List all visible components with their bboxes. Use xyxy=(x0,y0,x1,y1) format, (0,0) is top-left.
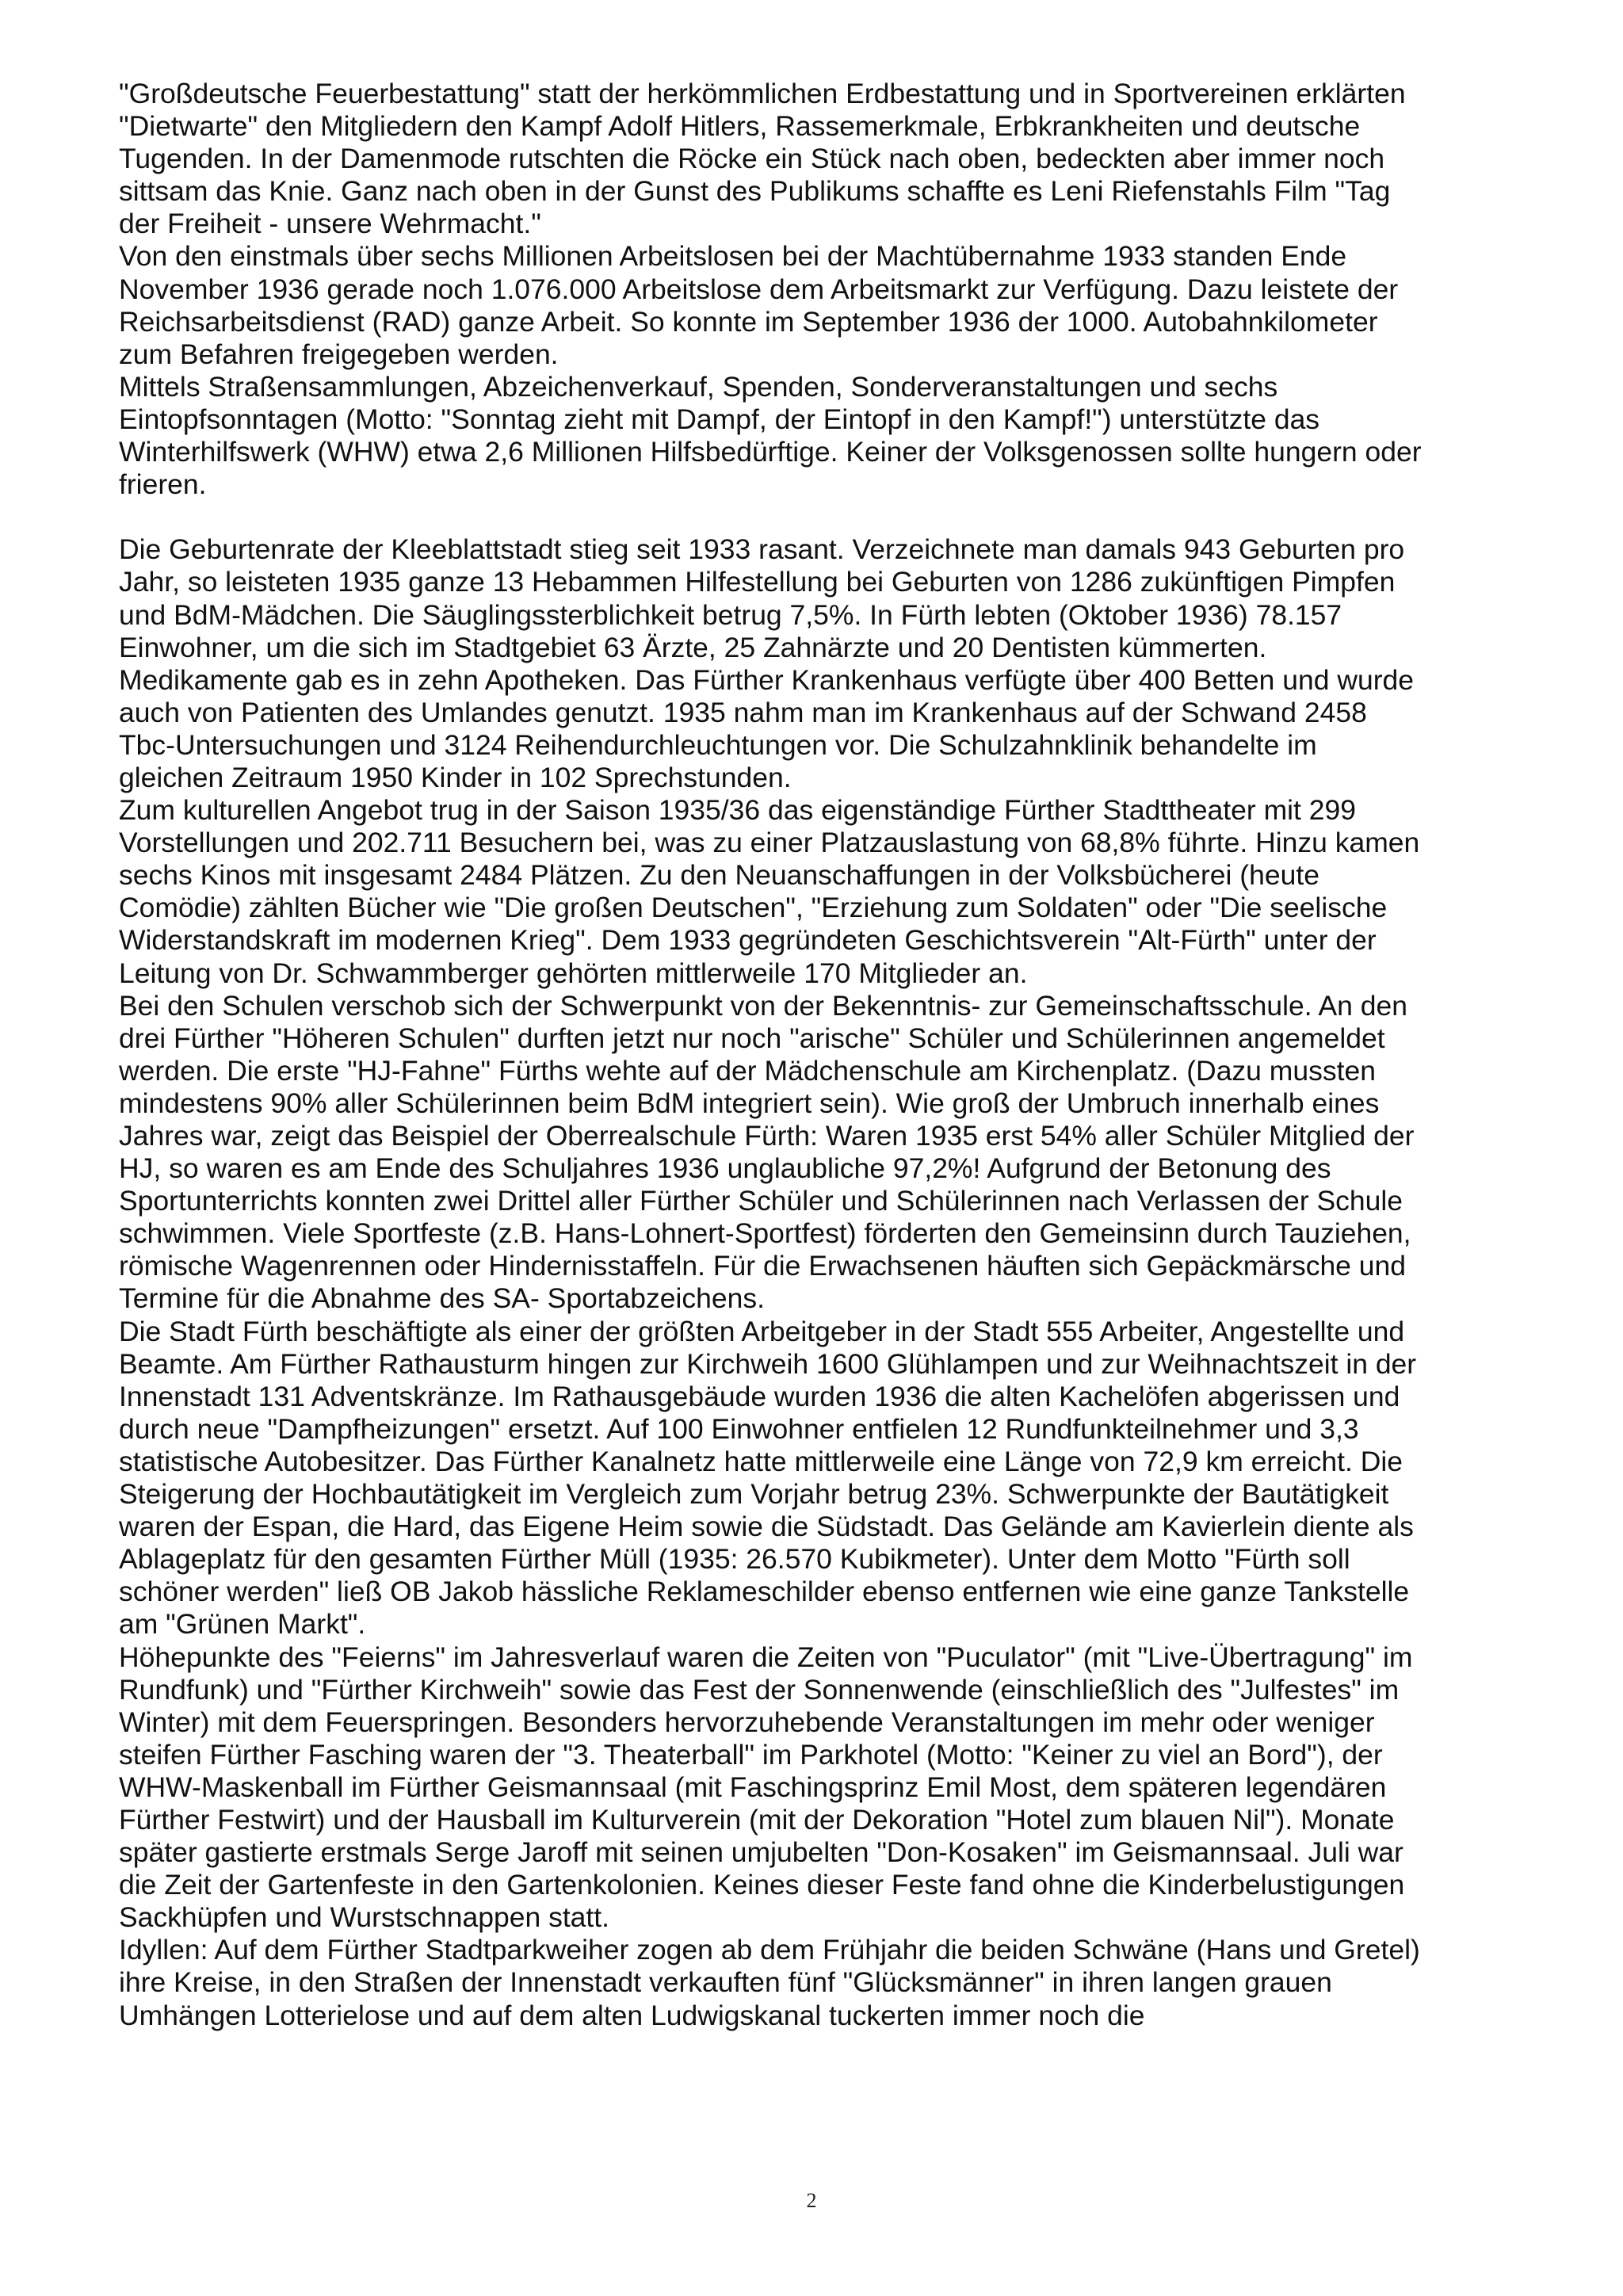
text-line: durch neue "Dampfheizungen" ersetzt. Auf 100 Einwohner entfielen 12 Rundfunkteilnehmer und 3,3 xyxy=(119,1412,1359,1445)
document-body xyxy=(119,78,1545,2032)
text-line: Jahres war, zeigt das Beispiel der Oberrealschule Fürth: Waren 1935 erst 54% aller Schüler Mitglied der xyxy=(119,1120,1415,1152)
text-line: später gastierte erstmals Serge Jaroff mit seinen umjubelten "Don-Kosaken" im Geismannsaal. Juli war xyxy=(119,1836,1403,1869)
text-line: Termine für die Abnahme des SA- Sportabzeichens. xyxy=(119,1282,765,1315)
text-line: Idyllen: Auf dem Fürther Stadtparkweiher zogen ab dem Frühjahr die beiden Schwäne (Hans und Gretel) xyxy=(119,1934,1420,1966)
text-line: ihre Kreise, in den Straßen der Innenstadt verkauften fünf "Glücksmänner" in ihren langen grauen xyxy=(119,1966,1332,1999)
paragraph xyxy=(119,371,1545,533)
text-line: Die Geburtenrate der Kleeblattstadt stieg seit 1933 rasant. Verzeichnete man damals 943 Geburten pro xyxy=(119,533,1405,566)
text-line: Zum kulturellen Angebot trug in der Saison 1935/36 das eigenständige Fürther Stadttheater mit 299 xyxy=(119,794,1357,827)
text-line: mindestens 90% aller Schülerinnen beim BdM integriert sein). Wie groß der Umbruch innerhalb eines xyxy=(119,1087,1380,1119)
text-line: Von den einstmals über sechs Millionen Arbeitslosen bei der Machtübernahme 1933 standen Ende xyxy=(119,240,1347,273)
text-line: steifen Fürther Fasching waren der "3. Theaterball" im Parkhotel (Motto: "Keiner zu viel an Bord"), der xyxy=(119,1738,1383,1771)
text-line: Sportunterrichts konnten zwei Drittel aller Fürther Schüler und Schülerinnen nach Verlassen der Schule xyxy=(119,1185,1403,1217)
text-line: Vorstellungen und 202.711 Besuchern bei, was zu einer Platzauslastung von 68,8% führte. Hinzu kamen xyxy=(119,827,1420,859)
text-line: Einwohner, um die sich im Stadtgebiet 63 Ärzte, 25 Zahnärzte und 20 Dentisten kümmerten. xyxy=(119,631,1267,663)
text-line: Medikamente gab es in zehn Apotheken. Das Fürther Krankenhaus verfügte über 400 Betten und wurde xyxy=(119,663,1415,696)
text-line: gleichen Zeitraum 1950 Kinder in 102 Sprechstunden. xyxy=(119,761,792,793)
page-number: 2 xyxy=(806,2189,817,2212)
text-line: Fürther Festwirt) und der Hausball im Kulturverein (mit der Dekoration "Hotel zum blauen Nil"). Monate xyxy=(119,1803,1395,1836)
text-line: Die Stadt Fürth beschäftigte als einer der größten Arbeitgeber in der Stadt 555 Arbeiter, Angestellte und xyxy=(119,1315,1405,1347)
text-line: Tbc-Untersuchungen und 3124 Reihendurchleuchtungen vor. Die Schulzahnklinik behandelte im xyxy=(119,728,1317,761)
text-line: der Freiheit - unsere Wehrmacht." xyxy=(119,208,541,240)
paragraph xyxy=(119,794,1545,990)
text-line: sittsam das Knie. Ganz nach oben in der Gunst des Publikums schaffte es Leni Riefenstahls Film "Tag xyxy=(119,175,1391,208)
text-line: am "Grünen Markt". xyxy=(119,1608,366,1641)
text-line: Umhängen Lotterielose und auf dem alten Ludwigskanal tuckerten immer noch die xyxy=(119,1999,1145,2031)
text-line: Tugenden. In der Damenmode rutschten die Röcke ein Stück nach oben, bedeckten aber immer noch xyxy=(119,143,1385,175)
paragraph xyxy=(119,533,1545,794)
text-line: schöner werden" ließ OB Jakob hässliche Reklameschilder ebenso entfernen wie eine ganze Tankstelle xyxy=(119,1576,1410,1608)
paragraph xyxy=(119,990,1545,1316)
text-line: Höhepunkte des "Feierns" im Jahresverlauf waren die Zeiten von "Puculator" (mit "Live-Übertragung" im xyxy=(119,1641,1413,1673)
paragraph xyxy=(119,1316,1545,1641)
text-line: Reichsarbeitsdienst (RAD) ganze Arbeit. So konnte im September 1936 der 1000. Autobahnkilometer xyxy=(119,305,1378,338)
text-line: Innenstadt 131 Adventskränze. Im Rathausgebäude wurden 1936 die alten Kachelöfen abgerissen und xyxy=(119,1380,1400,1412)
text-line: frieren. xyxy=(119,468,207,501)
text-line: Rundfunk) und "Fürther Kirchweih" sowie das Fest der Sonnenwende (einschließlich des "Julfestes" im xyxy=(119,1673,1400,1706)
text-line: Winterhilfswerk (WHW) etwa 2,6 Millionen Hilfsbedürftige. Keiner der Volksgenossen sollte hungern oder xyxy=(119,436,1422,468)
text-line: werden. Die erste "HJ-Fahne" Fürths wehte auf der Mädchenschule am Kirchenplatz. (Dazu mussten xyxy=(119,1054,1376,1087)
text-line xyxy=(119,501,1545,533)
text-line: "Großdeutsche Feuerbestattung" statt der herkömmlichen Erdbestattung und in Sportvereinen erklärten xyxy=(119,78,1406,109)
text-line: Eintopfsonntagen (Motto: "Sonntag zieht mit Dampf, der Eintopf in den Kampf!") unterstützte das xyxy=(119,403,1320,435)
text-line: Ablageplatz für den gesamten Fürther Müll (1935: 26.570 Kubikmeter). Unter dem Motto "Fürth soll xyxy=(119,1543,1350,1576)
paragraph xyxy=(119,1934,1545,2031)
text-line: zum Befahren freigegeben werden. xyxy=(119,338,559,370)
text-line: Sackhüpfen und Wurstschnappen statt. xyxy=(119,1901,610,1934)
text-line: "Dietwarte" den Mitgliedern den Kampf Adolf Hitlers, Rassemerkmale, Erbkrankheiten und deutsche xyxy=(119,110,1361,143)
text-line: Steigerung der Hochbautätigkeit im Vergleich zum Vorjahr betrug 23%. Schwerpunkte der Bautätigkeit xyxy=(119,1478,1389,1511)
text-line: römische Wagenrennen oder Hindernisstaffeln. Für die Erwachsenen häuften sich Gepäckmärsche und xyxy=(119,1250,1407,1282)
text-line: Widerstandskraft im modernen Krieg". Dem 1933 gegründeten Geschichtsverein "Alt-Fürth" unter der xyxy=(119,924,1377,957)
text-line: Comödie) zählten Bücher wie "Die großen Deutschen", "Erziehung zum Soldaten" oder "Die seelische xyxy=(119,892,1388,924)
text-line: Jahr, so leisteten 1935 ganze 13 Hebammen Hilfestellung bei Geburten von 1286 zukünftigen Pimpfen xyxy=(119,566,1396,598)
paragraph xyxy=(119,240,1545,370)
text-line: sechs Kinos mit insgesamt 2484 Plätzen. Zu den Neuanschaffungen in der Volksbücherei (heute xyxy=(119,859,1319,892)
text-line: Bei den Schulen verschob sich der Schwerpunkt von der Bekenntnis- zur Gemeinschaftsschule. An den xyxy=(119,989,1408,1022)
text-line: die Zeit der Gartenfeste in den Gartenkolonien. Keines dieser Feste fand ohne die Kinderbelustigungen xyxy=(119,1869,1405,1901)
text-line: schwimmen. Viele Sportfeste (z.B. Hans-Lohnert-Sportfest) förderten den Gemeinsinn durch Tauziehen, xyxy=(119,1217,1411,1250)
text-line: Leitung von Dr. Schwammberger gehörten mittlerweile 170 Mitglieder an. xyxy=(119,957,1028,989)
text-line: Beamte. Am Fürther Rathausturm hingen zur Kirchweih 1600 Glühlampen und zur Weihnachtszeit in der xyxy=(119,1347,1417,1380)
text-line: Mittels Straßensammlungen, Abzeichenverkauf, Spenden, Sonderveranstaltungen und sechs xyxy=(119,370,1278,403)
text-line: WHW-Maskenball im Fürther Geismannsaal (mit Faschingsprinz Emil Most, dem späteren legendären xyxy=(119,1771,1387,1803)
text-line: HJ, so waren es am Ende des Schuljahres 1936 unglaubliche 97,2%! Aufgrund der Betonung des xyxy=(119,1152,1331,1185)
text-line: waren der Espan, die Hard, das Eigene Heim sowie die Südstadt. Das Gelände am Kavierlein diente als xyxy=(119,1511,1414,1543)
text-line: statistische Autobesitzer. Das Fürther Kanalnetz hatte mittlerweile eine Länge von 72,9 km erreicht. Die xyxy=(119,1445,1403,1477)
text-line: und BdM-Mädchen. Die Säuglingssterblichkeit betrug 7,5%. In Fürth lebten (Oktober 1936) 78.157 xyxy=(119,598,1342,631)
text-line: November 1936 gerade noch 1.076.000 Arbeitslose dem Arbeitsmarkt zur Verfügung. Dazu leistete der xyxy=(119,273,1399,305)
text-line: auch von Patienten des Umlandes genutzt. 1935 nahm man im Krankenhaus auf der Schwand 2458 xyxy=(119,696,1367,728)
paragraph xyxy=(119,78,1545,240)
paragraph xyxy=(119,1641,1545,1935)
text-line: drei Fürther "Höheren Schulen" durften jetzt nur noch "arische" Schüler und Schülerinnen angemeldet xyxy=(119,1022,1385,1054)
text-line: Winter) mit dem Feuerspringen. Besonders hervorzuhebende Veranstaltungen im mehr oder weniger xyxy=(119,1706,1375,1738)
